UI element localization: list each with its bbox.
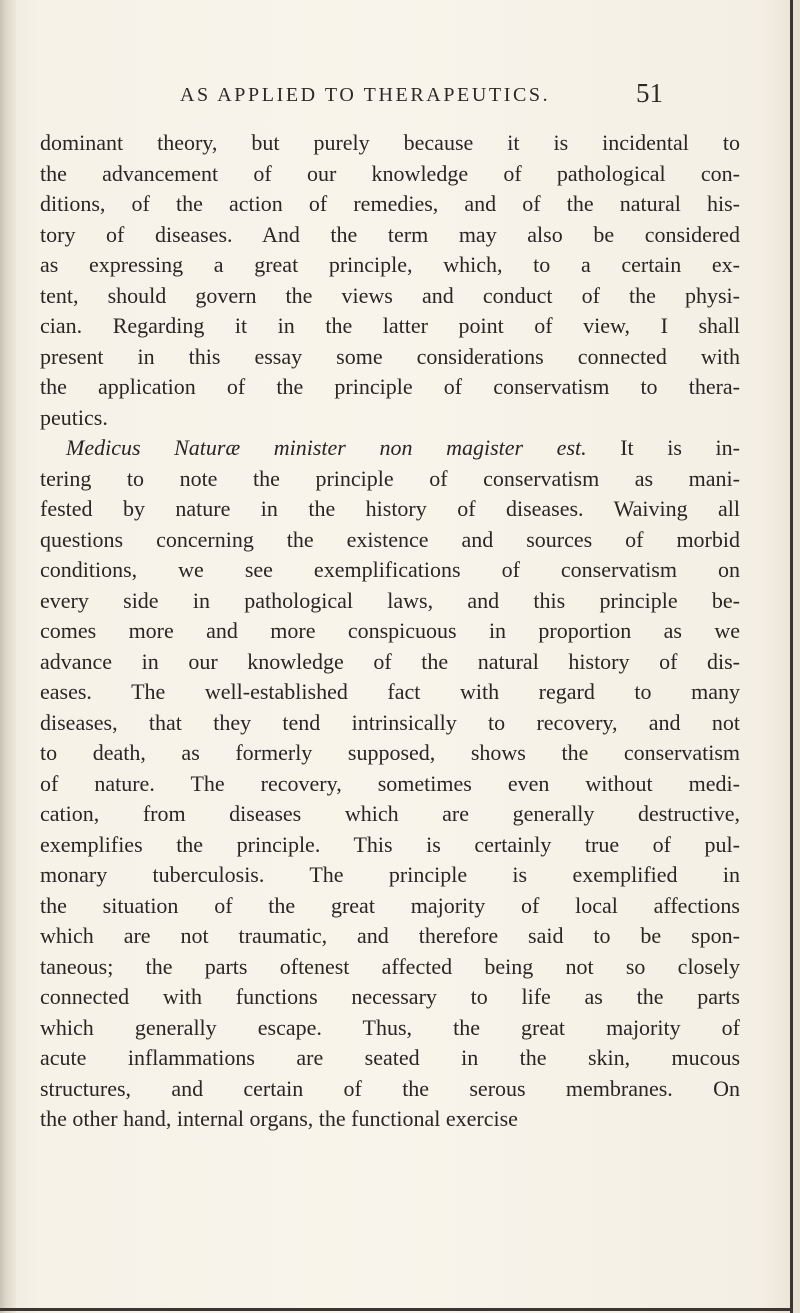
text-line: monary tuberculosis. The principle is exemplified in [40, 862, 740, 887]
text-line: comes more and more conspicuous in proportion as we [40, 618, 740, 643]
text-line: eases. The well-established fact with regard to many [40, 679, 740, 704]
page-number: 51 [636, 78, 663, 108]
text-line: acute inflammations are seated in the skin, mucous [40, 1045, 740, 1070]
quote-line [40, 433, 740, 464]
text-line: to death, as formerly supposed, shows the conservatism [40, 740, 740, 765]
text-line: tory of diseases. And the term may also be considered [40, 221, 740, 247]
text-line: taneous; the parts oftenest affected being not so closely [40, 953, 740, 979]
body-text [40, 128, 740, 1135]
text-line: connected with functions necessary to life as the parts [40, 984, 740, 1009]
text-line: advance in our knowledge of the natural history of dis- [40, 648, 740, 674]
text-line: which generally escape. Thus, the great majority of [40, 1014, 740, 1040]
text-line: cian. Regarding it in the latter point of view, I shall [40, 313, 740, 338]
text-line: tent, should govern the views and conduct of the physi- [40, 282, 740, 308]
text-line: dominant theory, but purely because it is incidental to [40, 130, 740, 155]
page-gutter-shadow [0, 0, 16, 1313]
running-title: AS APPLIED TO THERAPEUTICS. [180, 84, 551, 106]
text-line: ditions, of the action of remedies, and of the natural his- [40, 191, 740, 216]
latin-quote: Medicus Naturæ minister non magister est. [66, 435, 587, 460]
text-line: diseases, that they tend intrinsically to recovery, and not [40, 709, 740, 735]
text-line: the advancement of our knowledge of pathological con- [40, 160, 740, 186]
page-bottom-edge [0, 1308, 793, 1311]
quote-line-rest: It is in- [586, 435, 740, 460]
text-line: conditions, we see exemplifications of conservatism on [40, 557, 740, 582]
text-line: as expressing a great principle, which, to a certain ex- [40, 252, 740, 277]
text-line: fested by nature in the history of diseases. Waiving all [40, 496, 740, 521]
page-header [0, 78, 800, 112]
text-line: peutics. [40, 404, 108, 430]
text-line: tering to note the principle of conservatism as mani- [40, 465, 740, 491]
text-line: the situation of the great majority of local affections [40, 892, 740, 918]
text-line: present in this essay some considerations connected with [40, 343, 740, 369]
text-line: the other hand, internal organs, the functional exercise [40, 1106, 518, 1131]
text-line: which are not traumatic, and therefore said to be spon- [40, 923, 740, 948]
text-line: questions concerning the existence and sources of morbid [40, 526, 740, 552]
text-line: the application of the principle of conservatism to thera- [40, 374, 740, 399]
text-line: of nature. The recovery, sometimes even without medi- [40, 770, 740, 796]
text-line: cation, from diseases which are generally destructive, [40, 801, 740, 826]
text-line: exemplifies the principle. This is certainly true of pul- [40, 831, 740, 857]
text-line: structures, and certain of the serous membranes. On [40, 1075, 740, 1101]
text-line: every side in pathological laws, and this principle be- [40, 587, 740, 613]
page-outer-margin [793, 0, 800, 1313]
